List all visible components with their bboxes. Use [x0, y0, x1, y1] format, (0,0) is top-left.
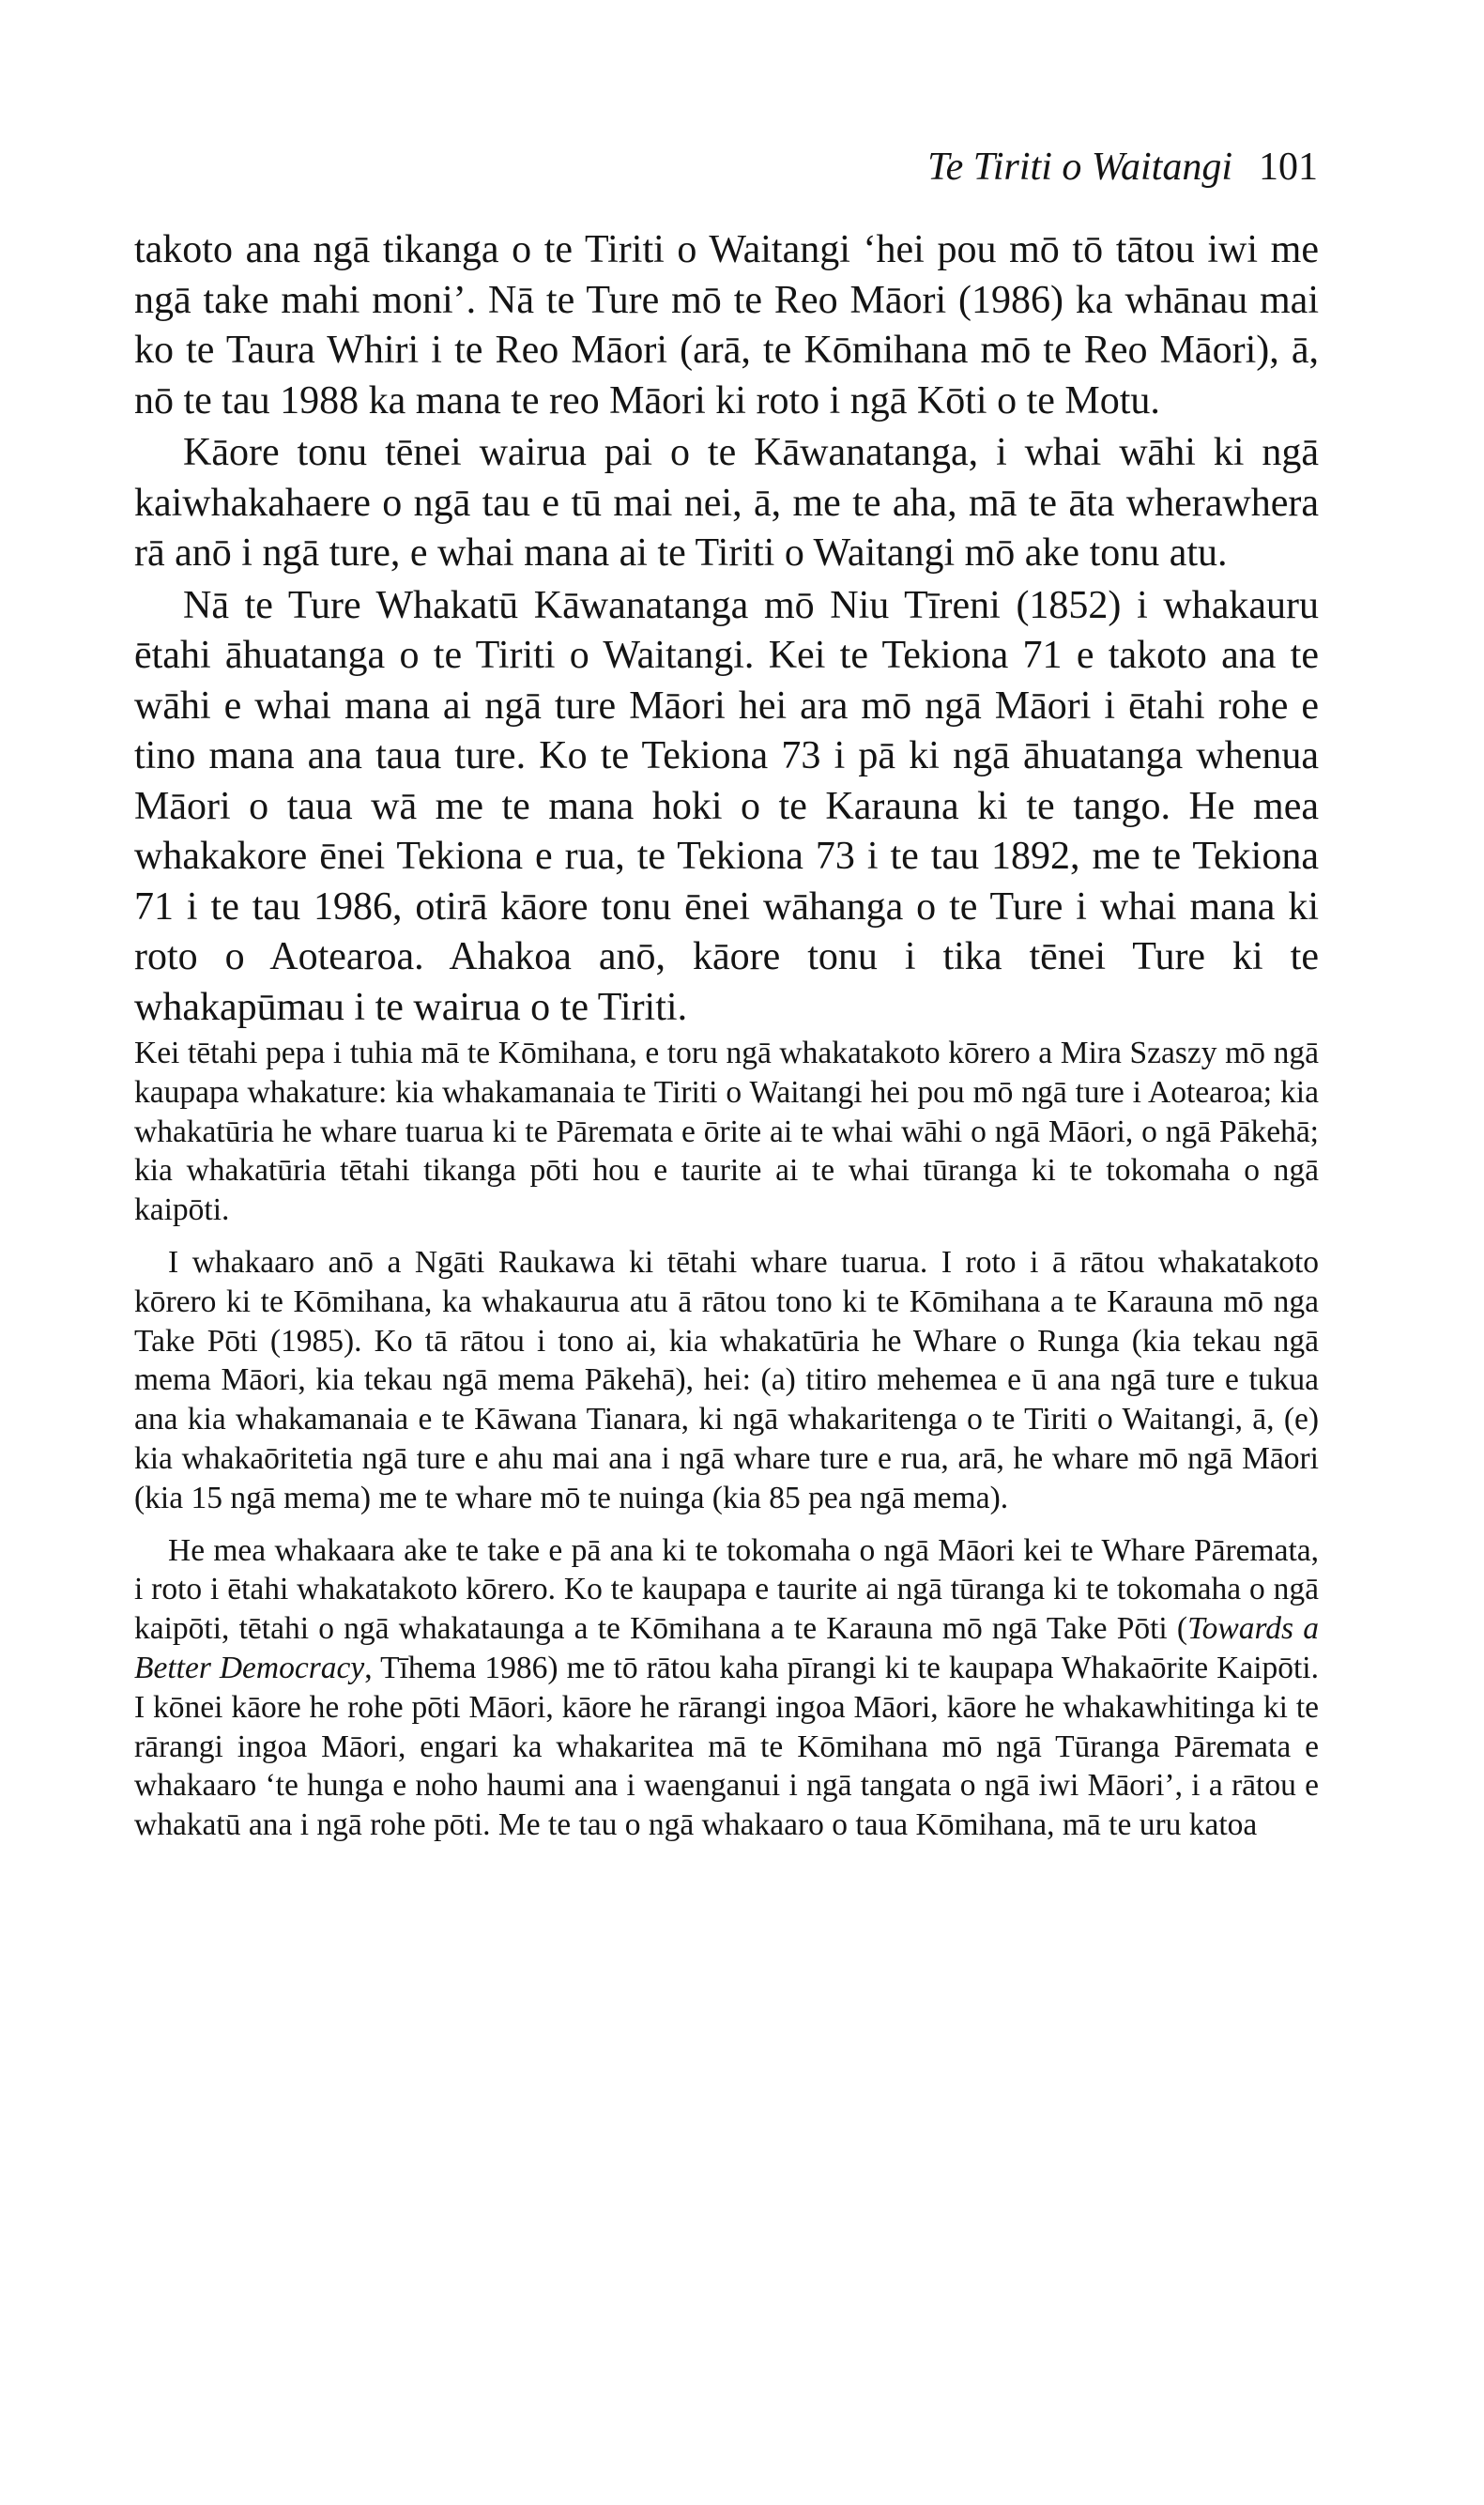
small-paragraph-3-text-after: , Tīhema 1986) me tō rātou kaha pīrangi ki te kaupapa Whakaōrite Kaipōti. I kōnei kāore he rohe pōti Māori, kāore he rārangi ingoa Māori, kāore he whakawhitinga ki te rārangi ingoa Māori, engari ka whakaritea mā te Kōmihana mō ngā Tūranga Pāremata e whakaaro ‘te hunga e noho haumi ana i waenganui i ngā tangata o ngā iwi Māori’, i a rātou e whakatū ana i ngā rohe pōti. Me te tau o ngā whakaaro o taua Kōmihana, mā te uru katoa [134, 1650, 1319, 1843]
page-number: 101 [1259, 146, 1318, 189]
body-paragraph-2: Kāore tonu tēnei wairua pai o te Kāwanatanga, i whai wāhi ki ngā kaiwhakahaere o ngā tau e tū mai nei, ā, me te aha, mā te āta wherawhera rā anō i ngā ture, e whai mana ai te Tiriti o Waitangi mō ake tonu atu. [134, 431, 1319, 575]
page-body [134, 225, 1319, 1845]
running-header [927, 143, 1318, 192]
running-title: Te Tiriti o Waitangi [927, 146, 1232, 189]
small-paragraph-1: Kei tētahi pepa i tuhia mā te Kōmihana, e toru ngā whakatakoto kōrero a Mira Szaszy mō ngā kaupapa whakature: kia whakamanaia te Tiriti o Waitangi hei pou mō ngā ture i Aotearoa; kia whakatūria he whare tuarua ki te Pāremata e ōrite ai te whai wāhi o ngā Māori, o ngā Pākehā; kia whakatūria tētahi tikanga pōti hou e taurite ai te whai tūranga ki te tokomaha o ngā kaipōti. [134, 1036, 1319, 1228]
small-paragraph-3-text-before: He mea whakaara ake te take e pā ana ki te tokomaha o ngā Māori kei te Whare Pāremata, i roto i ētahi whakatakoto kōrero. Ko te kaupapa e taurite ai ngā tūranga ki te tokomaha o ngā kaipōti, tētahi o ngā whakataunga a te Kōmihana a te Karauna mō ngā Take Pōti ( [134, 1532, 1319, 1647]
small-paragraph-2: I whakaaro anō a Ngāti Raukawa ki tētahi whare tuarua. I roto i ā rātou whakatakoto kōrero ki te Kōmihana, ka whakaurua atu ā rātou tono ki te Kōmihana a te Karauna mō nga Take Pōti (1985). Ko tā rātou i tono ai, kia whakatūria he Whare o Runga (kia tekau ngā mema Māori, kia tekau ngā mema Pākehā), hei: (a) titiro mehemea e ū ana ngā ture e tukua ana kia whakamanaia e te Kāwana Tianara, ki ngā whakaritenga o te Tiriti o Waitangi, ā, (e) kia whakaōritetia ngā ture e ahu mai ana i ngā whare ture e rua, arā, he whare mō ngā Māori (kia 15 ngā mema) me te whare mō te nuinga (kia 85 pea ngā mema). [134, 1244, 1319, 1515]
body-paragraph-3: Nā te Ture Whakatū Kāwanatanga mō Niu Tīreni (1852) i whakauru ētahi āhuatanga o te Tiriti o Waitangi. Kei te Tekiona 71 e takoto ana te wāhi e whai mana ai ngā ture Māori hei ara mō ngā Māori i ētahi rohe e tino mana ana taua ture. Ko te Tekiona 73 i pā ki ngā āhuatanga whenua Māori o taua wā me te mana hoki o te Karauna ki te tango. He mea whakakore ēnei Tekiona e rua, te Tekiona 73 i te tau 1892, me te Tekiona 71 i te tau 1986, otirā kāore tonu ēnei wāhanga o te Ture i whai mana ki roto o Aotearoa. Ahakoa anō, kāore tonu i tika tēnei Ture ki te whakapūmau i te wairua o te Tiriti. [134, 583, 1319, 1029]
body-paragraph-1: takoto ana ngā tikanga o te Tiriti o Waitangi ‘hei pou mō tō tātou iwi me ngā take mahi moni’. Nā te Ture mō te Reo Māori (1986) ka whānau mai ko te Taura Whiri i te Reo Māori (arā, te Kōmihana mō te Reo Māori), ā, nō te tau 1988 ka mana te reo Māori ki roto i ngā Kōti o te Motu. [134, 228, 1319, 423]
small-paragraph-3 [134, 1531, 1319, 1845]
report-title: Towards a Better Democracy [134, 1611, 1319, 1685]
